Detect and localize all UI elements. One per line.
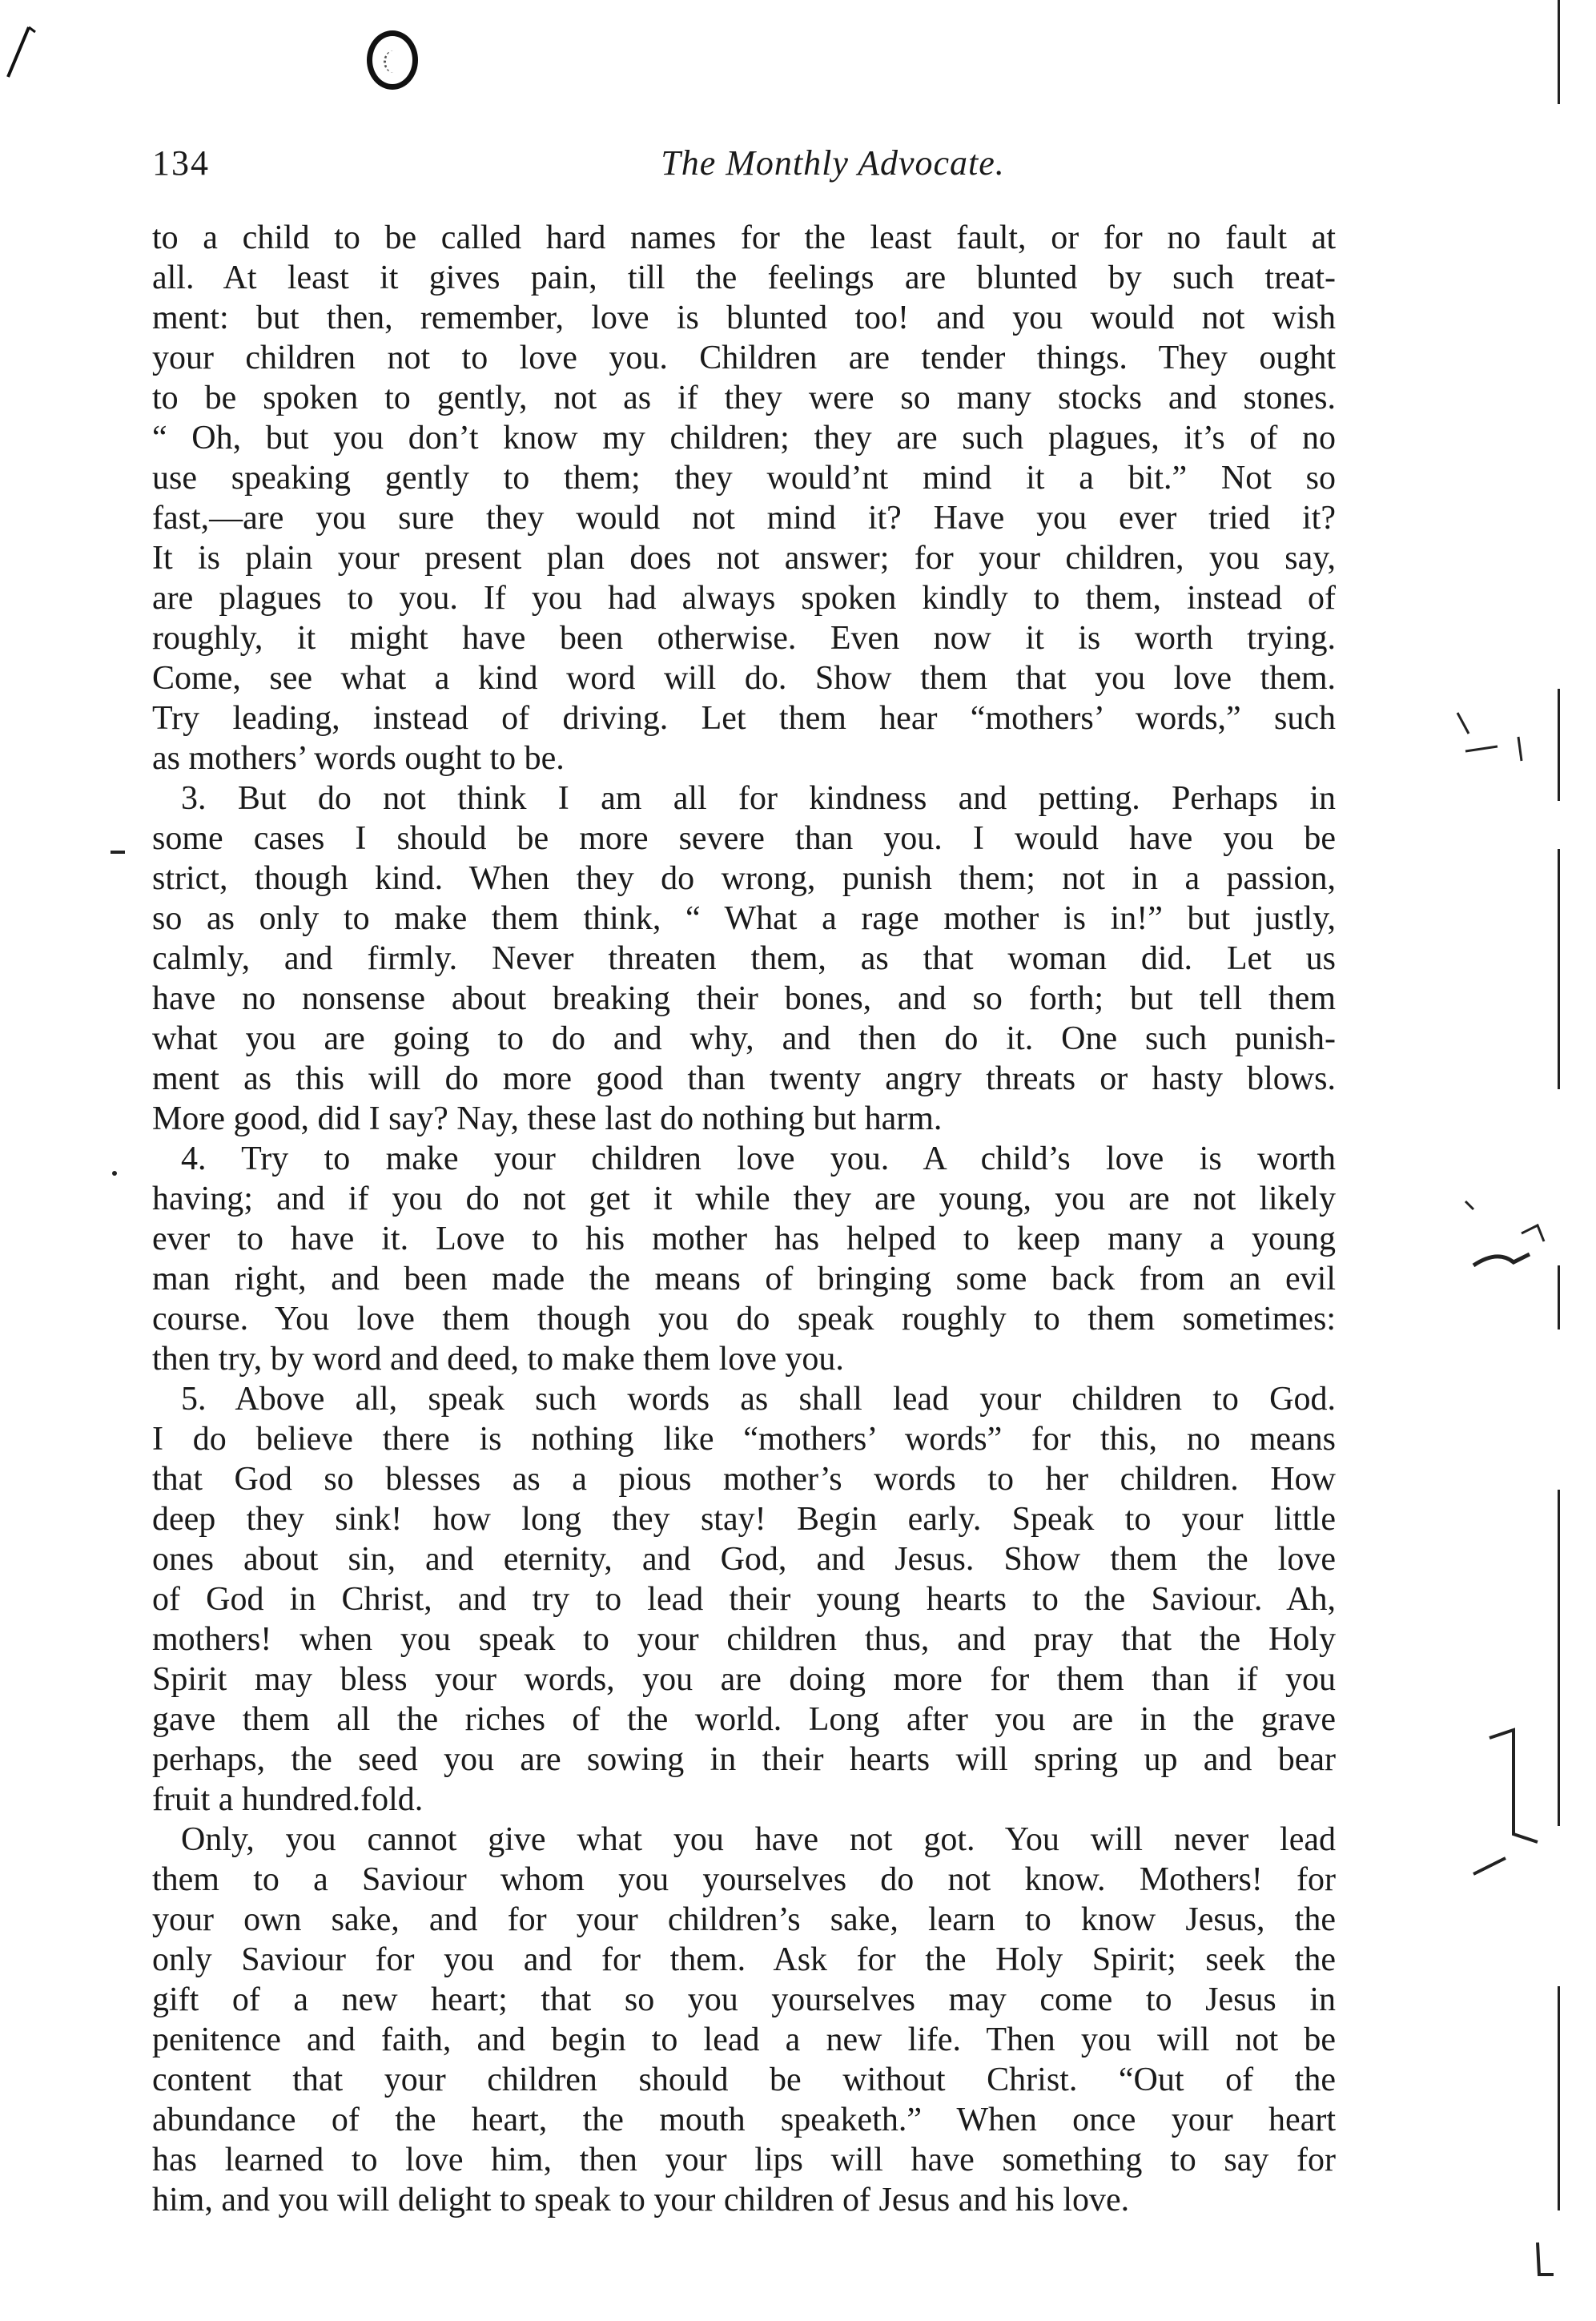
paragraph-start: Only, you cannot give what you have not got. You will never lead [181,1821,1336,1858]
text-line: calmly, and firmly. Never threaten them, as that woman did. Let us [152,940,1336,977]
text-line: fast,—are you sure they would not mind it? Have you ever tried it? [152,500,1336,537]
paragraph-start: 5. Above all, speak such words as shall lead your children to God. [181,1381,1336,1418]
text-line: only Saviour for you and for them. Ask for the Holy Spirit; seek the [152,1941,1336,1978]
text-line: Come, see what a kind word will do. Show them that you love them. [152,660,1336,697]
binding-edge-line [1558,1265,1560,1329]
text-line: to a child to be called hard names for the least fault, or for no fault at [152,219,1336,256]
text-line: them to a Saviour whom you yourselves do not know. Mothers! for [152,1861,1336,1898]
page-header [152,143,1337,191]
text-line: “ Oh, but you don’t know my children; they are such plagues, it’s of no [152,420,1336,457]
text-line: all. At least it gives pain, till the feelings are blunted by such treat- [152,259,1336,296]
page-number: 134 [152,143,210,183]
margin-bracket-mark [1457,1706,1554,1890]
text-line: ment as this will do more good than twenty angry threats or hasty blows. [152,1060,1336,1097]
text-line: content that your children should be without Christ. “Out of the [152,2062,1336,2098]
text-line: some cases I should be more severe than you. I would have you be [152,820,1336,857]
text-line: has learned to love him, then your lips will have something to say for [152,2142,1336,2178]
text-line: your own sake, and for your children’s sake, learn to know Jesus, the [152,1901,1336,1938]
margin-dash-mark [111,851,125,854]
binding-edge-line [1558,689,1560,801]
text-line: ones about sin, and eternity, and God, and Jesus. Show them the love [152,1541,1336,1578]
margin-scribble-mark [1441,1185,1554,1313]
text-line: More good, did I say? Nay, these last do nothing but harm. [152,1100,943,1137]
margin-corner-mark [1530,2235,1562,2283]
paragraph-start: 4. Try to make your children love you. A child’s love is worth [181,1140,1336,1177]
text-line: of God in Christ, and try to lead their young hearts to the Saviour. Ah, [152,1581,1336,1618]
text-line: deep they sink! how long they stay! Begin early. Speak to your little [152,1501,1336,1538]
article-body [152,218,1336,2220]
text-line: ment: but then, remember, love is blunted too! and you would not wish [152,300,1336,336]
text-line: Try leading, instead of driving. Let them hear “mothers’ words,” such [152,700,1336,737]
text-line: abundance of the heart, the mouth speaketh.” When once your heart [152,2102,1336,2138]
text-line: that God so blesses as a pious mother’s words to her children. How [152,1461,1336,1498]
text-line: I do believe there is nothing like “mothers’ words” for this, no means [152,1421,1336,1458]
binding-edge-line [1558,1986,1560,2210]
punch-hole-mark [367,30,418,90]
text-line: course. You love them though you do speak roughly to them sometimes: [152,1301,1336,1337]
text-line: what you are going to do and why, and then do it. One such punish- [152,1020,1336,1057]
text-line: mothers! when you speak to your children thus, and pray that the Holy [152,1621,1336,1658]
margin-dot-mark [112,1171,117,1176]
binding-edge-line [1558,849,1560,1089]
text-line: to be spoken to gently, not as if they were so many stocks and stones. [152,380,1336,416]
text-line: gift of a new heart; that so you yourselves may come to Jesus in [152,1981,1336,2018]
text-line: then try, by word and deed, to make them love you. [152,1341,844,1378]
text-line: him, and you will delight to speak to your children of Jesus and his love. [152,2182,1130,2218]
text-line: are plagues to you. If you had always spoken kindly to them, instead of [152,580,1336,617]
text-line: gave them all the riches of the world. Long after you are in the grave [152,1701,1336,1738]
running-title: The Monthly Advocate. [661,143,1005,183]
text-line: use speaking gently to them; they would’nt mind it a bit.” Not so [152,460,1336,497]
text-line: having; and if you do not get it while they are young, you are not likely [152,1181,1336,1217]
text-line: roughly, it might have been otherwise. Even now it is worth trying. [152,620,1336,657]
text-line: Spirit may bless your words, you are doing more for them than if you [152,1661,1336,1698]
text-line: penitence and faith, and begin to lead a new life. Then you will not be [152,2021,1336,2058]
text-line: strict, though kind. When they do wrong, punish them; not in a passion, [152,860,1336,897]
text-line: ever to have it. Love to his mother has helped to keep many a young [152,1221,1336,1257]
text-line: It is plain your present plan does not answer; for your children, you say, [152,540,1336,577]
text-line: fruit a hundred.fold. [152,1781,424,1818]
text-line: so as only to make them think, “ What a rage mother is in!” but justly, [152,900,1336,937]
text-line: have no nonsense about breaking their bones, and so forth; but tell them [152,980,1336,1017]
text-line: as mothers’ words ought to be. [152,740,565,777]
binding-edge-line [1558,1490,1560,1826]
paragraph-start: 3. But do not think I am all for kindness and petting. Perhaps in [181,780,1336,817]
text-line: man right, and been made the means of bringing some back from an evil [152,1261,1336,1297]
corner-pen-mark [5,24,37,80]
text-line: your children not to love you. Children are tender things. They ought [152,340,1336,376]
binding-edge-line [1558,0,1560,104]
text-line: perhaps, the seed you are sowing in their hearts will spring up and bear [152,1741,1336,1778]
margin-ink-mark [1441,705,1538,785]
